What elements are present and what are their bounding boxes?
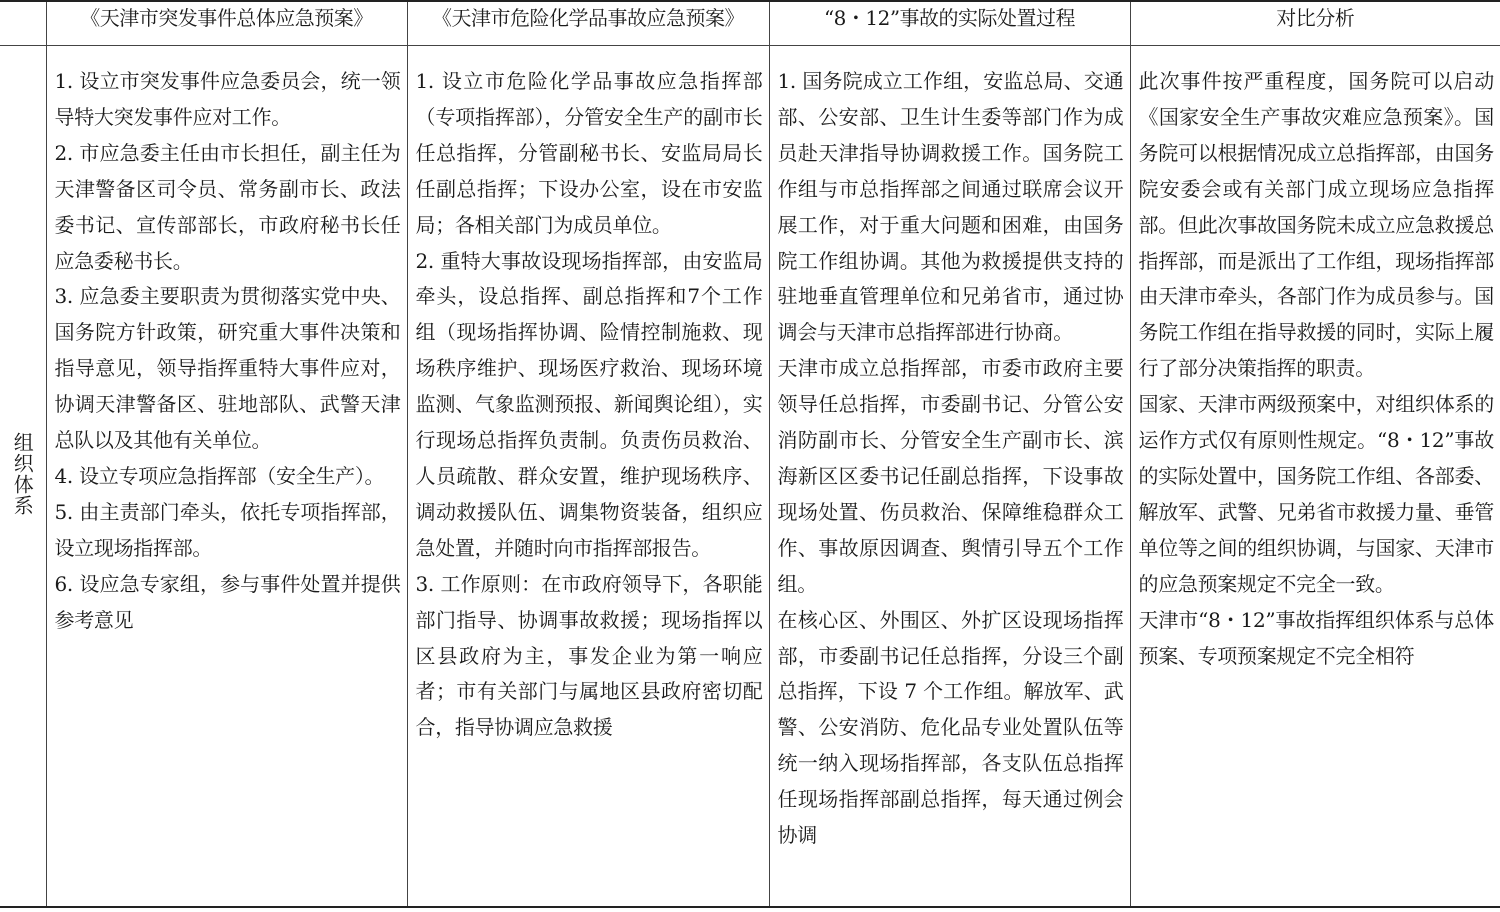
hazmat-plan-paragraph: 2. 重特大事故设现场指挥部，由安监局牵头，设总指挥、副总指挥和7个工作组（现场指挥协调、险情控制施救、现场秩序维护、现场医疗救治、现场环境监测、气象监测预报、新闻舆论组），实行现场总指挥负责制。负责伤员救治、人员疏散、群众安置，维护现场秩序、调动救援队伍、调集物资装备，组织应急处置，并随时向市指挥部报告。 bbox=[415, 248, 763, 560]
overall-plan-paragraph: 2. 市应急委主任由市长担任，副主任为天津警备区司令员、常务副市长、政法委书记、宣传部部长，市政府秘书长任应急委秘书长。 bbox=[54, 140, 401, 273]
comparison-paragraph: 天津市“8・12”事故指挥组织体系与总体预案、专项预案规定不完全相符 bbox=[1138, 607, 1494, 668]
actual-process-paragraph: 天津市成立总指挥部，市委市政府主要领导任总指挥，市委副书记、分管公安消防副市长、分管安全生产副市长、滨海新区区委书记任副总指挥，下设事故现场处置、伤员救治、保障维稳群众工作、事故原因调查、舆情引导五个工作组。 bbox=[777, 356, 1124, 596]
header-overall-plan: 《天津市突发事件总体应急预案》 bbox=[46, 1, 407, 46]
overall-plan-paragraph: 4. 设立专项应急指挥部（安全生产）。 bbox=[54, 463, 385, 488]
header-comparison: 对比分析 bbox=[1130, 1, 1500, 46]
header-row bbox=[0, 1, 1500, 46]
comparison-cell bbox=[1130, 46, 1500, 908]
header-hazmat-plan: 《天津市危险化学品事故应急预案》 bbox=[407, 1, 769, 46]
row-label-cell bbox=[0, 46, 46, 908]
table-row bbox=[0, 46, 1500, 908]
overall-plan-paragraph: 5. 由主责部门牵头，依托专项指挥部，设立现场指挥部。 bbox=[54, 499, 401, 560]
overall-plan-paragraph: 3. 应急委主要职责为贯彻落实党中央、国务院方针政策，研究重大事件决策和指导意见，领导指挥重特大事件应对，协调天津警备区、驻地部队、武警天津总队以及其他有关单位。 bbox=[54, 284, 401, 453]
hazmat-plan-paragraph: 1. 设立市危险化学品事故应急指挥部（专项指挥部），分管安全生产的副市长任总指挥，分管副秘书长、安监局局长任副总指挥；下设办公室，设在市安监局；各相关部门为成员单位。 bbox=[415, 69, 763, 237]
row-label: 组织体系 bbox=[10, 431, 35, 516]
comparison-paragraph: 国家、天津市两级预案中，对组织体系的运作方式仅有原则性规定。“8・12”事故的实际处置中，国务院工作组、各部委、解放军、武警、兄弟省市救援力量、垂管单位等之间的组织协调，与国家、天津市的应急预案规定不完全一致。 bbox=[1138, 392, 1494, 596]
overall-plan-cell bbox=[46, 46, 407, 908]
actual-process-cell bbox=[769, 46, 1130, 908]
comparison-paragraph: 此次事件按严重程度，国务院可以启动《国家安全生产事故灾难应急预案》。国务院可以根据情况成立总指挥部，由国务院安委会或有关部门成立现场应急指挥部。但此次事故国务院未成立应急救援总指挥部，而是派出了工作组，现场指挥部由天津市牵头，各部门作为成员参与。国务院工作组在指导救援的同时，实际上履行了部分决策指挥的职责。 bbox=[1138, 69, 1494, 381]
overall-plan-paragraph: 6. 设应急专家组，参与事件处置并提供参考意见 bbox=[54, 571, 401, 632]
actual-process-paragraph: 在核心区、外围区、外扩区设现场指挥部，市委副书记任总指挥，分设三个副总指挥，下设 7 个工作组。解放军、武警、公安消防、危化品专业处置队伍等统一纳入现场指挥部，各支队伍总指挥任现场指挥部副总指挥，每天通过例会协调 bbox=[777, 607, 1124, 848]
overall-plan-paragraph: 1. 设立市突发事件应急委员会，统一领导特大突发事件应对工作。 bbox=[54, 69, 401, 129]
header-cell-empty bbox=[0, 1, 46, 46]
hazmat-plan-paragraph: 3. 工作原则：在市政府领导下，各职能部门指导、协调事故救援；现场指挥以区县政府为主，事发企业为第一响应者；市有关部门与属地区县政府密切配合，指导协调应急救援 bbox=[415, 571, 763, 740]
actual-process-paragraph: 1. 国务院成立工作组，安监总局、交通部、公安部、卫生计生委等部门作为成员赴天津指导协调救援工作。国务院工作组与市总指挥部之间通过联席会议开展工作，对于重大问题和困难，由国务院工作组协调。其他为救援提供支持的驻地垂直管理单位和兄弟省市，通过协调会与天津市总指挥部进行协商。 bbox=[777, 69, 1124, 345]
header-actual-process: “8・12”事故的实际处置过程 bbox=[769, 1, 1130, 46]
hazmat-plan-cell bbox=[407, 46, 769, 908]
